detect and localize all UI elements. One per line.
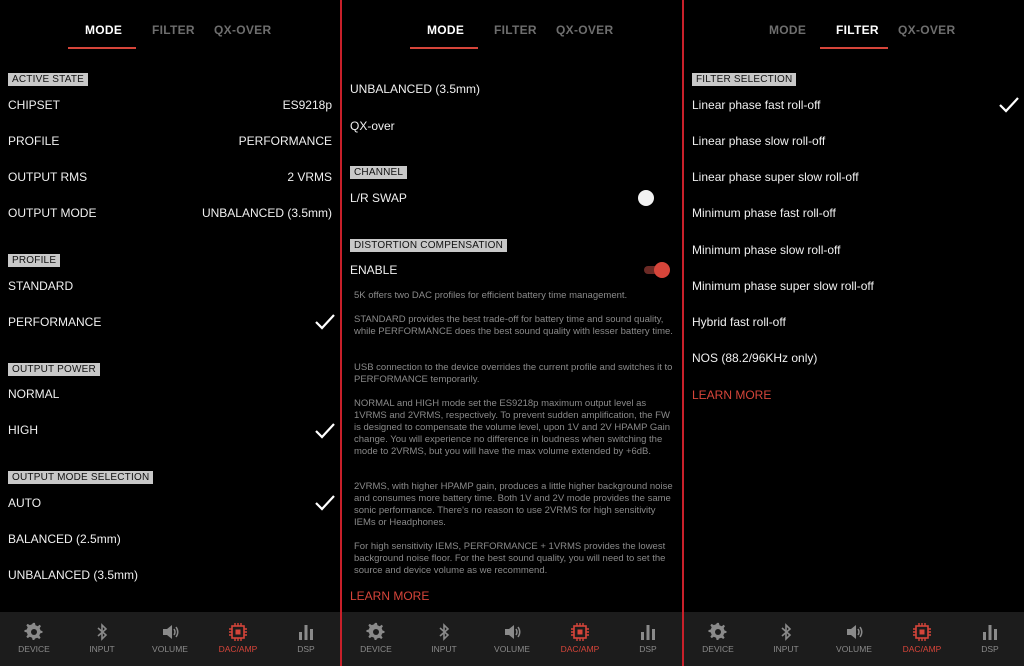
- nav-label: DSP: [639, 644, 657, 654]
- section-filter-selection: FILTER SELECTION: [692, 73, 796, 86]
- option-label: NORMAL: [8, 387, 60, 401]
- option-normal[interactable]: [8, 386, 332, 402]
- info-value: 2 VRMS: [287, 170, 332, 184]
- option-label: HIGH: [8, 423, 38, 437]
- nav-dac-amp[interactable]: [546, 612, 614, 666]
- nav-label: VOLUME: [152, 644, 188, 654]
- option-label: UNBALANCED (3.5mm): [8, 568, 139, 582]
- filter-label: Minimum phase slow roll-off: [692, 243, 841, 257]
- nav-device[interactable]: [684, 612, 752, 666]
- filter-option[interactable]: [692, 97, 1016, 113]
- description-paragraph: For high sensitivity IEMS, PERFORMANCE + 1VRMS provides the lowest background noise floor. For the best sound quality, you will need to set the source and device volume as we recommend.: [354, 541, 666, 576]
- lr-swap-row: [350, 190, 674, 206]
- nav-input[interactable]: [410, 612, 478, 666]
- volume-icon: [844, 622, 864, 642]
- option-high[interactable]: [8, 422, 332, 438]
- description-paragraph: 5K offers two DAC profiles for efficient battery time management.: [354, 290, 628, 301]
- info-label: OUTPUT MODE: [8, 206, 97, 220]
- filter-label: Linear phase slow roll-off: [692, 134, 826, 148]
- option-unbalanced[interactable]: [350, 81, 674, 97]
- option-label: BALANCED (2.5mm): [8, 532, 121, 546]
- nav-volume[interactable]: [136, 612, 204, 666]
- nav-label: VOLUME: [494, 644, 530, 654]
- section-active-state: ACTIVE STATE: [8, 73, 88, 86]
- section-channel: CHANNEL: [350, 166, 407, 179]
- bluetooth-icon: [92, 622, 112, 642]
- description-paragraph: NORMAL and HIGH mode set the ES9218p maximum output level as 1VRMS and 2VRMS, respectively. To prevent sudden amplification, the FW is designed to compensate the volume level, upon 1V and 2V HPAMP Gain change. You will experience no difference in loudness when switching the mode to 2VRMS, but you will have the max volume extended by +6dB.: [354, 398, 670, 457]
- nav-input[interactable]: [752, 612, 820, 666]
- filter-option[interactable]: [692, 169, 1016, 185]
- lr-swap-label: L/R SWAP: [350, 191, 407, 205]
- filter-label: Linear phase fast roll-off: [692, 98, 821, 112]
- description-paragraph: STANDARD provides the best trade-off for battery time and sound quality, while PERFORMANCE does the best sound quality with lesser battery time.: [354, 314, 673, 337]
- mode-panel-left: [0, 0, 340, 666]
- check-icon: [314, 313, 336, 331]
- tab-qx-over[interactable]: QX-OVER: [898, 23, 956, 37]
- gear-icon: [24, 622, 44, 642]
- filter-option[interactable]: [692, 278, 1016, 294]
- description-paragraph: 2VRMS, with higher HPAMP gain, produces a little higher background noise and consumes more battery time. Both 1V and 2V mode provides the same sonic performance. There's no reason to use 2VRMS for high sensitivity IEMs or Headphones.: [354, 481, 673, 528]
- filter-panel-right: [684, 0, 1024, 666]
- nav-device[interactable]: [0, 612, 68, 666]
- bottom-nav: [342, 612, 682, 666]
- check-icon: [998, 96, 1020, 114]
- bar-chart-icon: [638, 622, 658, 642]
- section-profile: PROFILE: [8, 254, 60, 267]
- section-output-power: OUTPUT POWER: [8, 363, 100, 376]
- option-label: PERFORMANCE: [8, 315, 102, 329]
- tab-active-underline: [410, 47, 478, 49]
- tab-bar: [684, 0, 1024, 50]
- option-unbalanced[interactable]: [8, 567, 332, 583]
- info-row-output-rms: [8, 169, 332, 185]
- nav-label: DSP: [981, 644, 999, 654]
- bar-chart-icon: [296, 622, 316, 642]
- nav-dac-amp[interactable]: [888, 612, 956, 666]
- filter-label: Hybrid fast roll-off: [692, 315, 786, 329]
- bluetooth-icon: [776, 622, 796, 642]
- nav-label: DAC/AMP: [560, 644, 600, 654]
- info-value: UNBALANCED (3.5mm): [201, 206, 332, 220]
- option-balanced[interactable]: [8, 531, 332, 547]
- bar-chart-icon: [980, 622, 1000, 642]
- chip-icon: [228, 622, 248, 642]
- distortion-enable-label: ENABLE: [350, 263, 398, 277]
- option-standard[interactable]: [8, 278, 332, 294]
- tab-filter[interactable]: FILTER: [494, 23, 537, 37]
- chip-icon: [912, 622, 932, 642]
- mode-panel-middle: [342, 0, 682, 666]
- filter-option[interactable]: [692, 350, 1016, 366]
- info-label: CHIPSET: [8, 98, 61, 112]
- info-value: PERFORMANCE: [238, 134, 332, 148]
- nav-label: INPUT: [89, 644, 115, 654]
- tab-filter[interactable]: FILTER: [152, 23, 195, 37]
- nav-label: DEVICE: [702, 644, 734, 654]
- option-label: UNBALANCED (3.5mm): [350, 82, 481, 96]
- volume-icon: [502, 622, 522, 642]
- section-output-mode-selection: OUTPUT MODE SELECTION: [8, 471, 153, 484]
- filter-option[interactable]: [692, 242, 1016, 258]
- filter-label: Minimum phase super slow roll-off: [692, 279, 874, 293]
- gear-icon: [708, 622, 728, 642]
- distortion-enable-toggle[interactable]: [644, 262, 670, 278]
- tab-mode[interactable]: MODE: [427, 23, 465, 37]
- nav-label: DAC/AMP: [902, 644, 942, 654]
- option-label: QX-over: [350, 119, 395, 133]
- filter-label: NOS (88.2/96KHz only): [692, 351, 818, 365]
- learn-more-link[interactable]: LEARN MORE: [692, 388, 772, 402]
- nav-label: INPUT: [431, 644, 457, 654]
- filter-label: Linear phase super slow roll-off: [692, 170, 859, 184]
- option-auto[interactable]: [8, 495, 332, 511]
- distortion-enable-row: [350, 262, 674, 278]
- tab-qx-over[interactable]: QX-OVER: [556, 23, 614, 37]
- nav-label: VOLUME: [836, 644, 872, 654]
- filter-label: Minimum phase fast roll-off: [692, 206, 836, 220]
- nav-label: INPUT: [773, 644, 799, 654]
- nav-input[interactable]: [68, 612, 136, 666]
- gear-icon: [366, 622, 386, 642]
- learn-more-link[interactable]: LEARN MORE: [350, 589, 430, 603]
- volume-icon: [160, 622, 180, 642]
- description-paragraph: USB connection to the device overrides the current profile and switches it to PERFORMANCE temporarily.: [354, 362, 673, 385]
- tab-active-underline: [68, 47, 136, 49]
- nav-device[interactable]: [342, 612, 410, 666]
- nav-dsp[interactable]: [956, 612, 1024, 666]
- nav-label: DSP: [297, 644, 315, 654]
- info-label: PROFILE: [8, 134, 60, 148]
- nav-volume[interactable]: [820, 612, 888, 666]
- nav-dsp[interactable]: [272, 612, 340, 666]
- info-row-output-mode: [8, 205, 332, 221]
- tab-bar: [342, 0, 682, 50]
- tab-mode[interactable]: MODE: [769, 23, 807, 37]
- check-icon: [314, 422, 336, 440]
- info-label: OUTPUT RMS: [8, 170, 88, 184]
- option-qx-over[interactable]: [350, 118, 674, 134]
- info-row-profile: [8, 133, 332, 149]
- nav-dsp[interactable]: [614, 612, 682, 666]
- nav-label: DEVICE: [360, 644, 392, 654]
- lr-swap-toggle[interactable]: [638, 190, 654, 206]
- option-performance[interactable]: [8, 314, 332, 330]
- section-distortion-compensation: DISTORTION COMPENSATION: [350, 239, 507, 252]
- check-icon: [314, 494, 336, 512]
- toggle-knob: [654, 262, 670, 278]
- chip-icon: [570, 622, 590, 642]
- tab-filter[interactable]: FILTER: [836, 23, 879, 37]
- info-value: ES9218p: [282, 98, 332, 112]
- bottom-nav: [684, 612, 1024, 666]
- tab-bar: [0, 0, 340, 50]
- filter-option[interactable]: [692, 205, 1016, 221]
- tab-qx-over[interactable]: QX-OVER: [214, 23, 272, 37]
- nav-dac-amp[interactable]: [204, 612, 272, 666]
- option-label: STANDARD: [8, 279, 74, 293]
- nav-volume[interactable]: [478, 612, 546, 666]
- tab-active-underline: [820, 47, 888, 49]
- tab-mode[interactable]: MODE: [85, 23, 123, 37]
- nav-label: DAC/AMP: [218, 644, 258, 654]
- nav-label: DEVICE: [18, 644, 50, 654]
- bottom-nav: [0, 612, 340, 666]
- filter-option[interactable]: [692, 133, 1016, 149]
- option-label: AUTO: [8, 496, 42, 510]
- info-row-chipset: [8, 97, 332, 113]
- filter-option[interactable]: [692, 314, 1016, 330]
- bluetooth-icon: [434, 622, 454, 642]
